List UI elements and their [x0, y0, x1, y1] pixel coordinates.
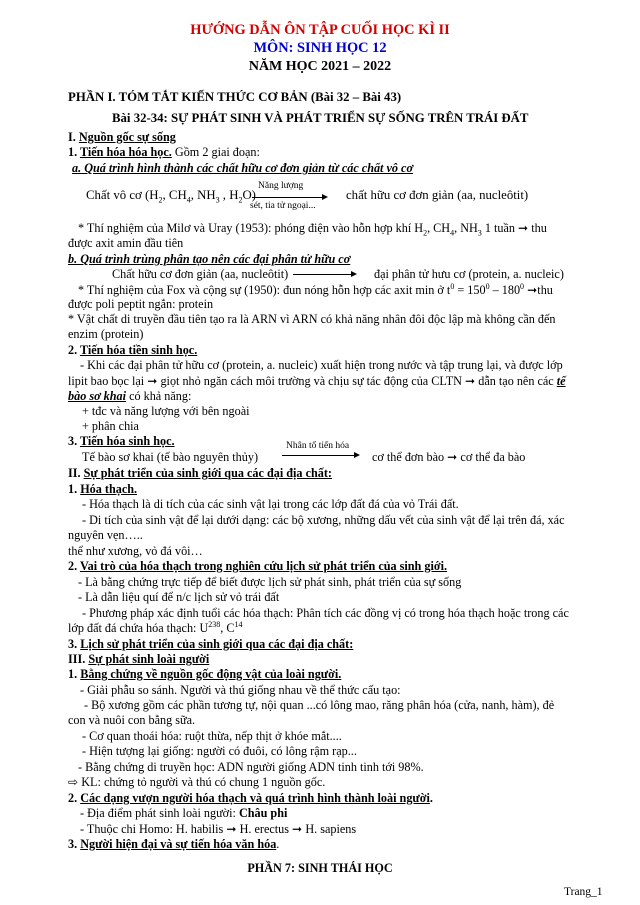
document-title: HƯỚNG DẪN ÔN TẬP CUỐI HỌC KÌ II: [190, 22, 450, 38]
equation-2-arrow-line: [293, 274, 353, 275]
equation-3-arrow-line: [282, 455, 356, 456]
fox-experiment: * Thí nghiệm của Fox và cộng sự (1950): đun nóng hỗn hợp các axit min ở $t^0 = 150^0 - 180^0$ ➞thu: [78, 282, 553, 298]
miller-experiment: * Thí nghiệm của Milơ và Uray (1953): phóng điện vào hỗn hợp khí $H_2$, $CH_4$, $NH_3$ 1 tuần ➞ thu: [78, 221, 547, 238]
part7-title: PHẦN 7: SINH THÁI HỌC: [247, 861, 393, 875]
prebiotic-line-4: + tđc và năng lượng với bên ngoài: [82, 404, 250, 418]
equation-3-condition: Nhân tố tiến hóa: [286, 441, 350, 451]
subheading-chemical-evolution: 1. Tiến hóa hóa học. Gồm 2 giai đoạn:: [68, 145, 260, 159]
equation-3-left: Tế bào sơ khai (tế bào nguyên thủy): [82, 450, 259, 464]
fossil-role-line-3: - Phương pháp xác định tuổi các hóa thạch: Phân tích các đồng vị có trong hóa thạch hoặc trong các: [82, 606, 569, 620]
stage-b-heading: b. Quá trình trùng phân tạo nên các đại phân tử hữu cơ: [68, 252, 351, 266]
equation-1-right: chất hữu cơ đơn giản (aa, nucleôtit): [346, 188, 529, 202]
subheading-fossil-role: 2. Vai trò của hóa thạch trong nghiên cứu lịch sử phát triển của sinh giới.: [68, 559, 448, 573]
fossil-role-line-2: - Là dẫn liệu quí để n/c lịch sử vỏ trái đất: [78, 590, 280, 604]
prebiotic-line-5: + phân chia: [82, 419, 139, 433]
subheading-fossil-apes: 2. Các dạng vượn người hóa thạch và quá trình hình thành loài người.: [68, 791, 433, 805]
evidence-line-3: con và nuôi con bằng sữa.: [68, 713, 196, 727]
miller-experiment-cont: được axit amin đầu tiên: [68, 236, 184, 250]
prebiotic-line-1: - Khi các đại phân tử hữu cơ (protein, a. nucleic) xuất hiện trong nước và tập trung lại, và được lớp: [80, 358, 563, 372]
fossil-line-2: - Di tích của sinh vật để lại dưới dạng: các bộ xương, những dấu vết của sinh vật để lại trên đá, xác: [82, 513, 565, 527]
equation-1-left: Chất vô cơ ($H_2$, $CH_4$, $NH_3$ , $H_2O$): [86, 188, 256, 205]
fossil-line-3: nguyên vẹn…..: [68, 528, 143, 542]
fossil-line-4: thể như xương, vỏ đá vôi…: [68, 544, 203, 558]
equation-3-arrow-icon: [354, 452, 360, 458]
arn-note-cont: enzim (protein): [68, 327, 144, 341]
equation-1-arrow-icon: [322, 194, 328, 200]
equation-3-right: cơ thể đơn bào ➞ cơ thể đa bào: [372, 450, 526, 464]
equation-1-condition-bottom: sét, tia tử ngoại...: [250, 201, 316, 211]
arn-note: * Vật chất di truyền đầu tiên tạo ra là ARN vì ARN có khả năng nhân đôi độc lập mà không cần đến: [68, 312, 556, 326]
lesson-title: Bài 32-34: SỰ PHÁT SINH VÀ PHÁT TRIỂN SỰ SỐNG TRÊN TRÁI ĐẤT: [112, 111, 529, 125]
part1-title: PHẦN I. TÓM TẮT KIẾN THỨC CƠ BẢN (Bài 32 – Bài 43): [68, 90, 402, 104]
prebiotic-line-3: bào sơ khai có khả năng:: [68, 389, 192, 403]
equation-1-condition-top: Năng lượng: [258, 181, 304, 191]
evidence-line-6: - Bằng chứng di truyền học: ADN người giống ADN tinh tinh tới 98%.: [78, 760, 424, 774]
homo-genus: - Thuộc chi Homo: H. habilis ➞ H. erectus ➞ H. sapiens: [80, 822, 357, 836]
equation-2-left: Chất hữu cơ đơn giản (aa, nucleôtit): [112, 267, 289, 281]
conclusion: ⇨ KL: chứng tỏ người và thú có chung 1 nguồn gốc.: [68, 775, 326, 789]
evidence-line-4: - Cơ quan thoái hóa: ruột thừa, nếp thịt ở khóe mắt....: [82, 729, 342, 743]
origin-location: - Địa điểm phát sinh loài người: Châu phi: [80, 806, 288, 820]
fossil-role-line-1: - Là bằng chứng trực tiếp để biết được lịch sử phát sinh, phát triển của sự sống: [78, 575, 462, 589]
page-number: Trang_1: [564, 886, 603, 898]
evidence-line-1: - Giải phẫu so sánh. Người và thú giống nhau về thể thức cấu tạo:: [80, 683, 401, 697]
equation-2-right: đại phân tử hưu cơ (protein, a. nucleic): [374, 267, 564, 281]
subheading-history: 3. Lịch sử phát triển của sinh giới qua các đại địa chất:: [68, 637, 354, 651]
stage-a-heading: a. Quá trình hình thành các chất hữu cơ đơn giản từ các chất vô cơ: [72, 161, 413, 175]
equation-2-arrow-icon: [351, 271, 357, 277]
subheading-fossils: 1. Hóa thạch.: [68, 482, 138, 496]
school-year: NĂM HỌC 2021 – 2022: [248, 59, 392, 74]
prebiotic-line-2: lipit bao bọc lại ➞ giọt nhỏ ngăn cách môi trường và chịu sự tác động của CLTN ➞ dẫn tạo nên các tế: [68, 374, 566, 388]
fossil-role-line-4: lớp đất đá chứa hóa thạch: $U^{238}$, $C^{14}$: [68, 620, 243, 636]
equation-1-arrow-line: [252, 197, 324, 198]
fossil-line-1: - Hóa thạch là di tích của các sinh vật lại trong các lớp đất đá của vỏ Trái đất.: [82, 497, 459, 511]
section-heading-3: III. Sự phát sinh loài người: [68, 652, 210, 666]
evidence-line-2: - Bộ xương gồm các phần tương tự, nội quan ...có lông mao, răng phân hóa (cửa, nanh, hàm), đẻ: [84, 698, 555, 712]
subheading-biological-evolution: 3. Tiến hóa sinh học.: [68, 434, 175, 448]
subheading-evidence: 1. Bằng chứng về nguồn gốc động vật của loài người.: [68, 667, 342, 681]
subject-title: MÔN: SINH HỌC 12: [253, 40, 387, 56]
fox-experiment-cont: được poli peptit ngắn: protein: [68, 297, 214, 311]
subheading-modern-human: 3. Người hiện đại và sự tiến hóa văn hóa.: [68, 837, 280, 851]
subheading-prebiotic: 2. Tiến hóa tiền sinh học.: [68, 343, 198, 357]
section-heading-2: II. Sự phát triển của sinh giới qua các đại địa chất:: [68, 466, 332, 480]
section-heading-1: I. Nguồn gốc sự sống: [68, 130, 176, 144]
evidence-line-5: - Hiện tượng lại giống: người có đuôi, có lông rậm rạp...: [82, 744, 357, 758]
